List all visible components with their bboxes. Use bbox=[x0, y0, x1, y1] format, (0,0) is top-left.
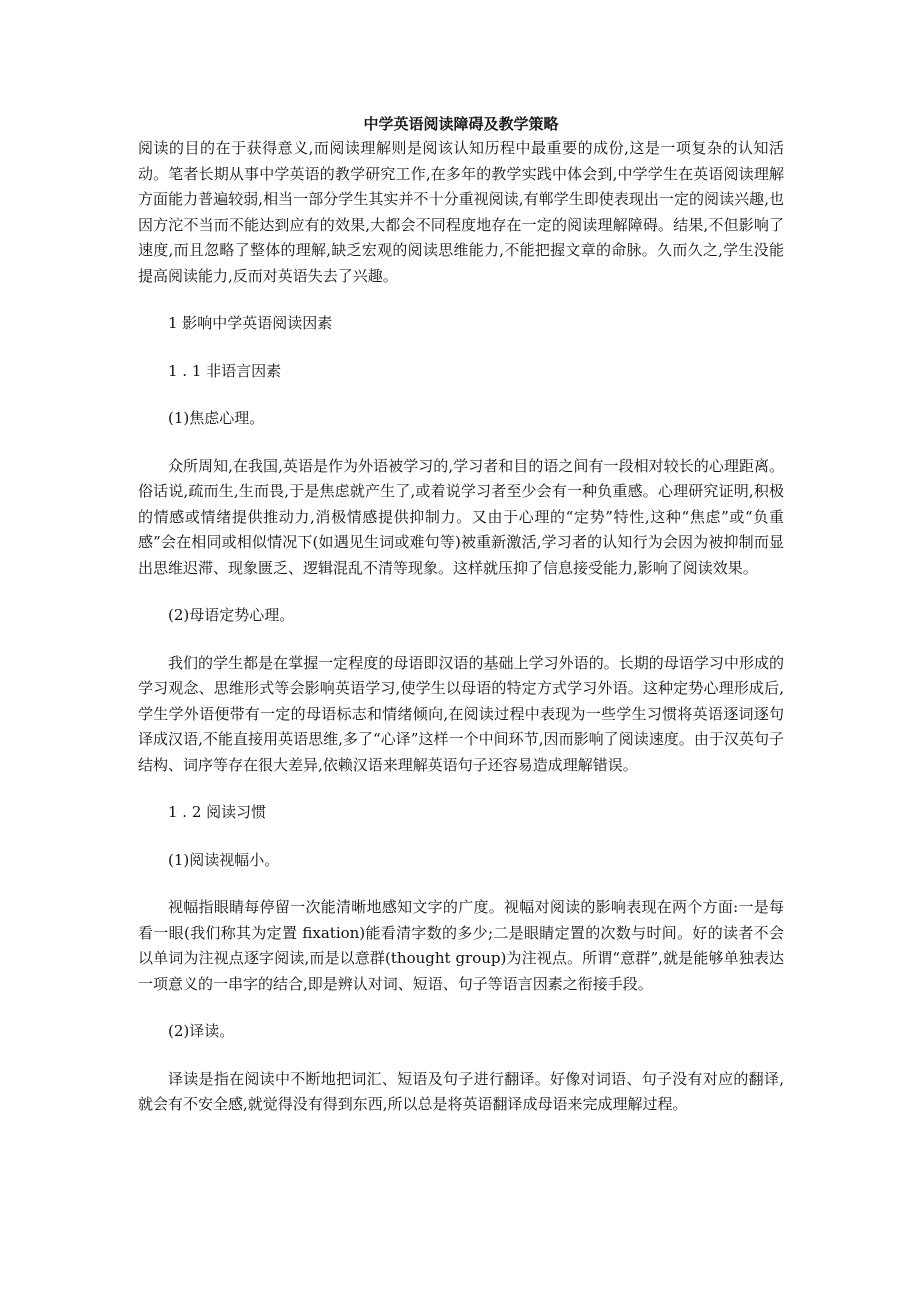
subsection-heading-1-2: 1 . 2 阅读习惯 bbox=[168, 803, 267, 821]
item-heading-mother-tongue: (2)母语定势心理。 bbox=[168, 606, 295, 624]
spacer bbox=[138, 1045, 784, 1067]
spacer bbox=[138, 581, 784, 603]
item-heading-reading-span: (1)阅读视幅小。 bbox=[168, 850, 280, 869]
spacer bbox=[138, 778, 784, 800]
spacer bbox=[138, 873, 784, 895]
document-title: 中学英语阅读障碍及教学策略 bbox=[363, 115, 559, 133]
spacer bbox=[138, 432, 784, 454]
paragraph-anxiety: 众所周知,在我国,英语是作为外语被学习的,学习者和目的语之间有一段相对较长的心理距离。俗话说,疏而生,生而畏,于是焦虑就产生了,或着说学习者至少会有一种负重感。心理研究证明,积极的情感或情绪提供推动力,消极情感提供抑制力。又由于心理的“定势”特性,这种“焦虑”或“负重感”会在相同或相似情况下(如遇见生词或难句等)被重新激活,学习者的认知行为会因为被抑制而显出思维迟滞、现象匮乏、逻辑混乱不清等现象。这样就压抑了信息接受能力,影响了阅读效果。 bbox=[138, 456, 784, 577]
document-page bbox=[138, 112, 784, 1118]
spacer bbox=[138, 384, 784, 406]
section-heading-1: 1 影响中学英语阅读因素 bbox=[168, 314, 333, 332]
spacer bbox=[138, 826, 784, 848]
spacer bbox=[138, 629, 784, 651]
paragraph-mother-tongue: 我们的学生都是在掌握一定程度的母语即汉语的基础上学习外语的。长期的母语学习中形成的学习观念、思维形式等会影响英语学习,使学生以母语的特定方式学习外语。这种定势心理形成后,学生学外语便带有一定的母语标志和情绪倾向,在阅读过程中表现为一些学生习惯将英语逐词逐句译成汉语,不能直接用英语思维,多了“心译”这样一个中间环节,因而影响了阅读速度。由于汉英句子结构、词序等存在很大差异,依赖汉语来理解英语句子还容易造成理解错误。 bbox=[138, 653, 784, 774]
spacer bbox=[138, 337, 784, 359]
subsection-heading-1-1: 1 . 1 非语言因素 bbox=[168, 361, 282, 380]
item-heading-translation: (2)译读。 bbox=[168, 1022, 235, 1040]
paragraph-reading-span: 视幅指眼睛每停留一次能清晰地感知文字的广度。视幅对阅读的影响表现在两个方面:一是每看一眼(我们称其为定置 fixation)能看清字数的多少;二是眼睛定置的次数与时间。好的读者不会以单词为注视点逐字阅读,而是以意群(thought group)为注视点。所谓“意群”,就是能够单独表达一项意义的一串字的结合,即是辨认对词、短语、句子等语言因素之衔接手段。 bbox=[138, 898, 784, 993]
spacer bbox=[138, 289, 784, 311]
item-heading-anxiety: (1)焦虑心理。 bbox=[168, 409, 265, 427]
spacer bbox=[138, 997, 784, 1019]
intro-paragraph: 阅读的目的在于获得意义,而阅读理解则是阅该认知历程中最重要的成份,这是一项复杂的认知活动。笔者长期从事中学英语的教学研究工作,在多年的教学实践中体会到,中学学生在英语阅读理解方面能力普遍较弱,相当一部分学生其实并不十分重视阅读,有郸学生即使表现出一定的阅读兴趣,也因方沱不当而不能达到应有的效果,大都会不同程度地存在一定的阅读理解障碍。结果,不但影响了速度,而且忽略了整体的理解,缺乏宏观的阅读思维能力,不能把握文章的命脉。久而久之,学生没能提高阅读能力,反而对英语失去了兴趣。 bbox=[138, 139, 784, 285]
paragraph-translation: 译读是指在阅读中不断地把词汇、短语及句子进行翻译。好像对词语、句子没有对应的翻译,就会有不安全感,就觉得没有得到东西,所以总是将英语翻译成母语来完成理解过程。 bbox=[138, 1069, 784, 1113]
